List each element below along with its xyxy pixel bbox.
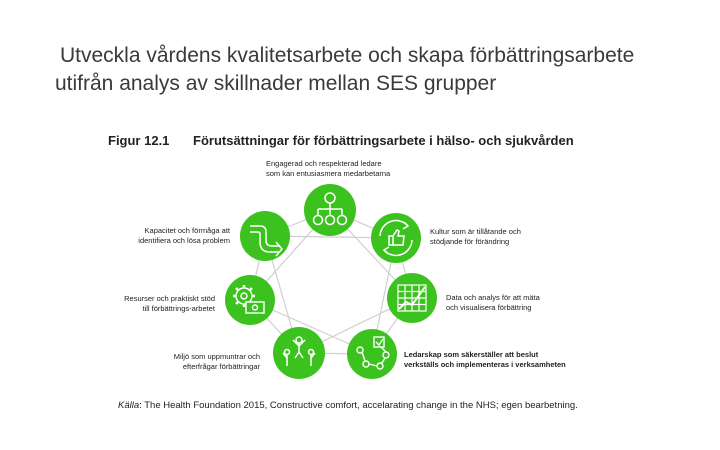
label-capacity-line2: identifiera och lösa problem: [138, 236, 230, 245]
label-leadership-line2: verkställs och implementeras i verksamheten: [404, 360, 566, 369]
label-culture-line2: stödjande för förändring: [430, 237, 510, 246]
node-leader: [304, 184, 356, 236]
label-culture-line1: Kultur som är tillåtande och: [430, 227, 521, 236]
label-environment-line2: efterfrågar förbättringar: [182, 362, 260, 371]
label-resources: [104, 294, 215, 314]
label-capacity-line1: Kapacitet och förmåga att: [144, 226, 230, 235]
label-leader-line2: som kan entusiasmera medarbetarna: [266, 169, 391, 178]
figure-source: [118, 400, 578, 411]
source-text: : The Health Foundation 2015, Constructive comfort, accelarating change in the NHS; egen bearbetning.: [139, 400, 578, 411]
figure-title: Förutsättningar för förbättringsarbete i hälso- och sjukvården: [193, 133, 574, 148]
label-resources-line2: till förbättrings-arbetet: [142, 304, 215, 313]
node-leadership: [347, 329, 397, 379]
label-leader-line1: Engagerad och respekterad ledare: [266, 159, 382, 168]
label-data-line2: och visualisera förbättring: [446, 303, 532, 312]
node-capacity: [240, 211, 290, 261]
label-data: [446, 293, 540, 313]
node-culture: [371, 213, 421, 263]
slide-title-line2: utifrån analys av skillnader mellan SES grupper: [55, 72, 497, 95]
label-resources-line1: Resurser och praktiskt stöd: [124, 294, 215, 303]
label-culture: [430, 227, 521, 247]
node-resources: [225, 275, 275, 325]
slide-title-line1: Utveckla vårdens kvalitetsarbete och skapa förbättringsarbete: [60, 44, 635, 67]
label-leader: [266, 159, 390, 179]
label-leadership: [404, 350, 566, 370]
node-environment: [273, 327, 325, 379]
label-environment: [150, 352, 260, 372]
source-label: Källa: [118, 400, 140, 411]
label-capacity: [115, 226, 230, 246]
label-environment-line1: Miljö som uppmuntrar och: [173, 352, 260, 361]
label-data-line1: Data och analys för att mäta: [446, 293, 540, 302]
figure-number: Figur 12.1: [108, 133, 170, 148]
node-data: [387, 273, 437, 323]
label-leadership-line1: Ledarskap som säkerställer att beslut: [404, 350, 539, 359]
